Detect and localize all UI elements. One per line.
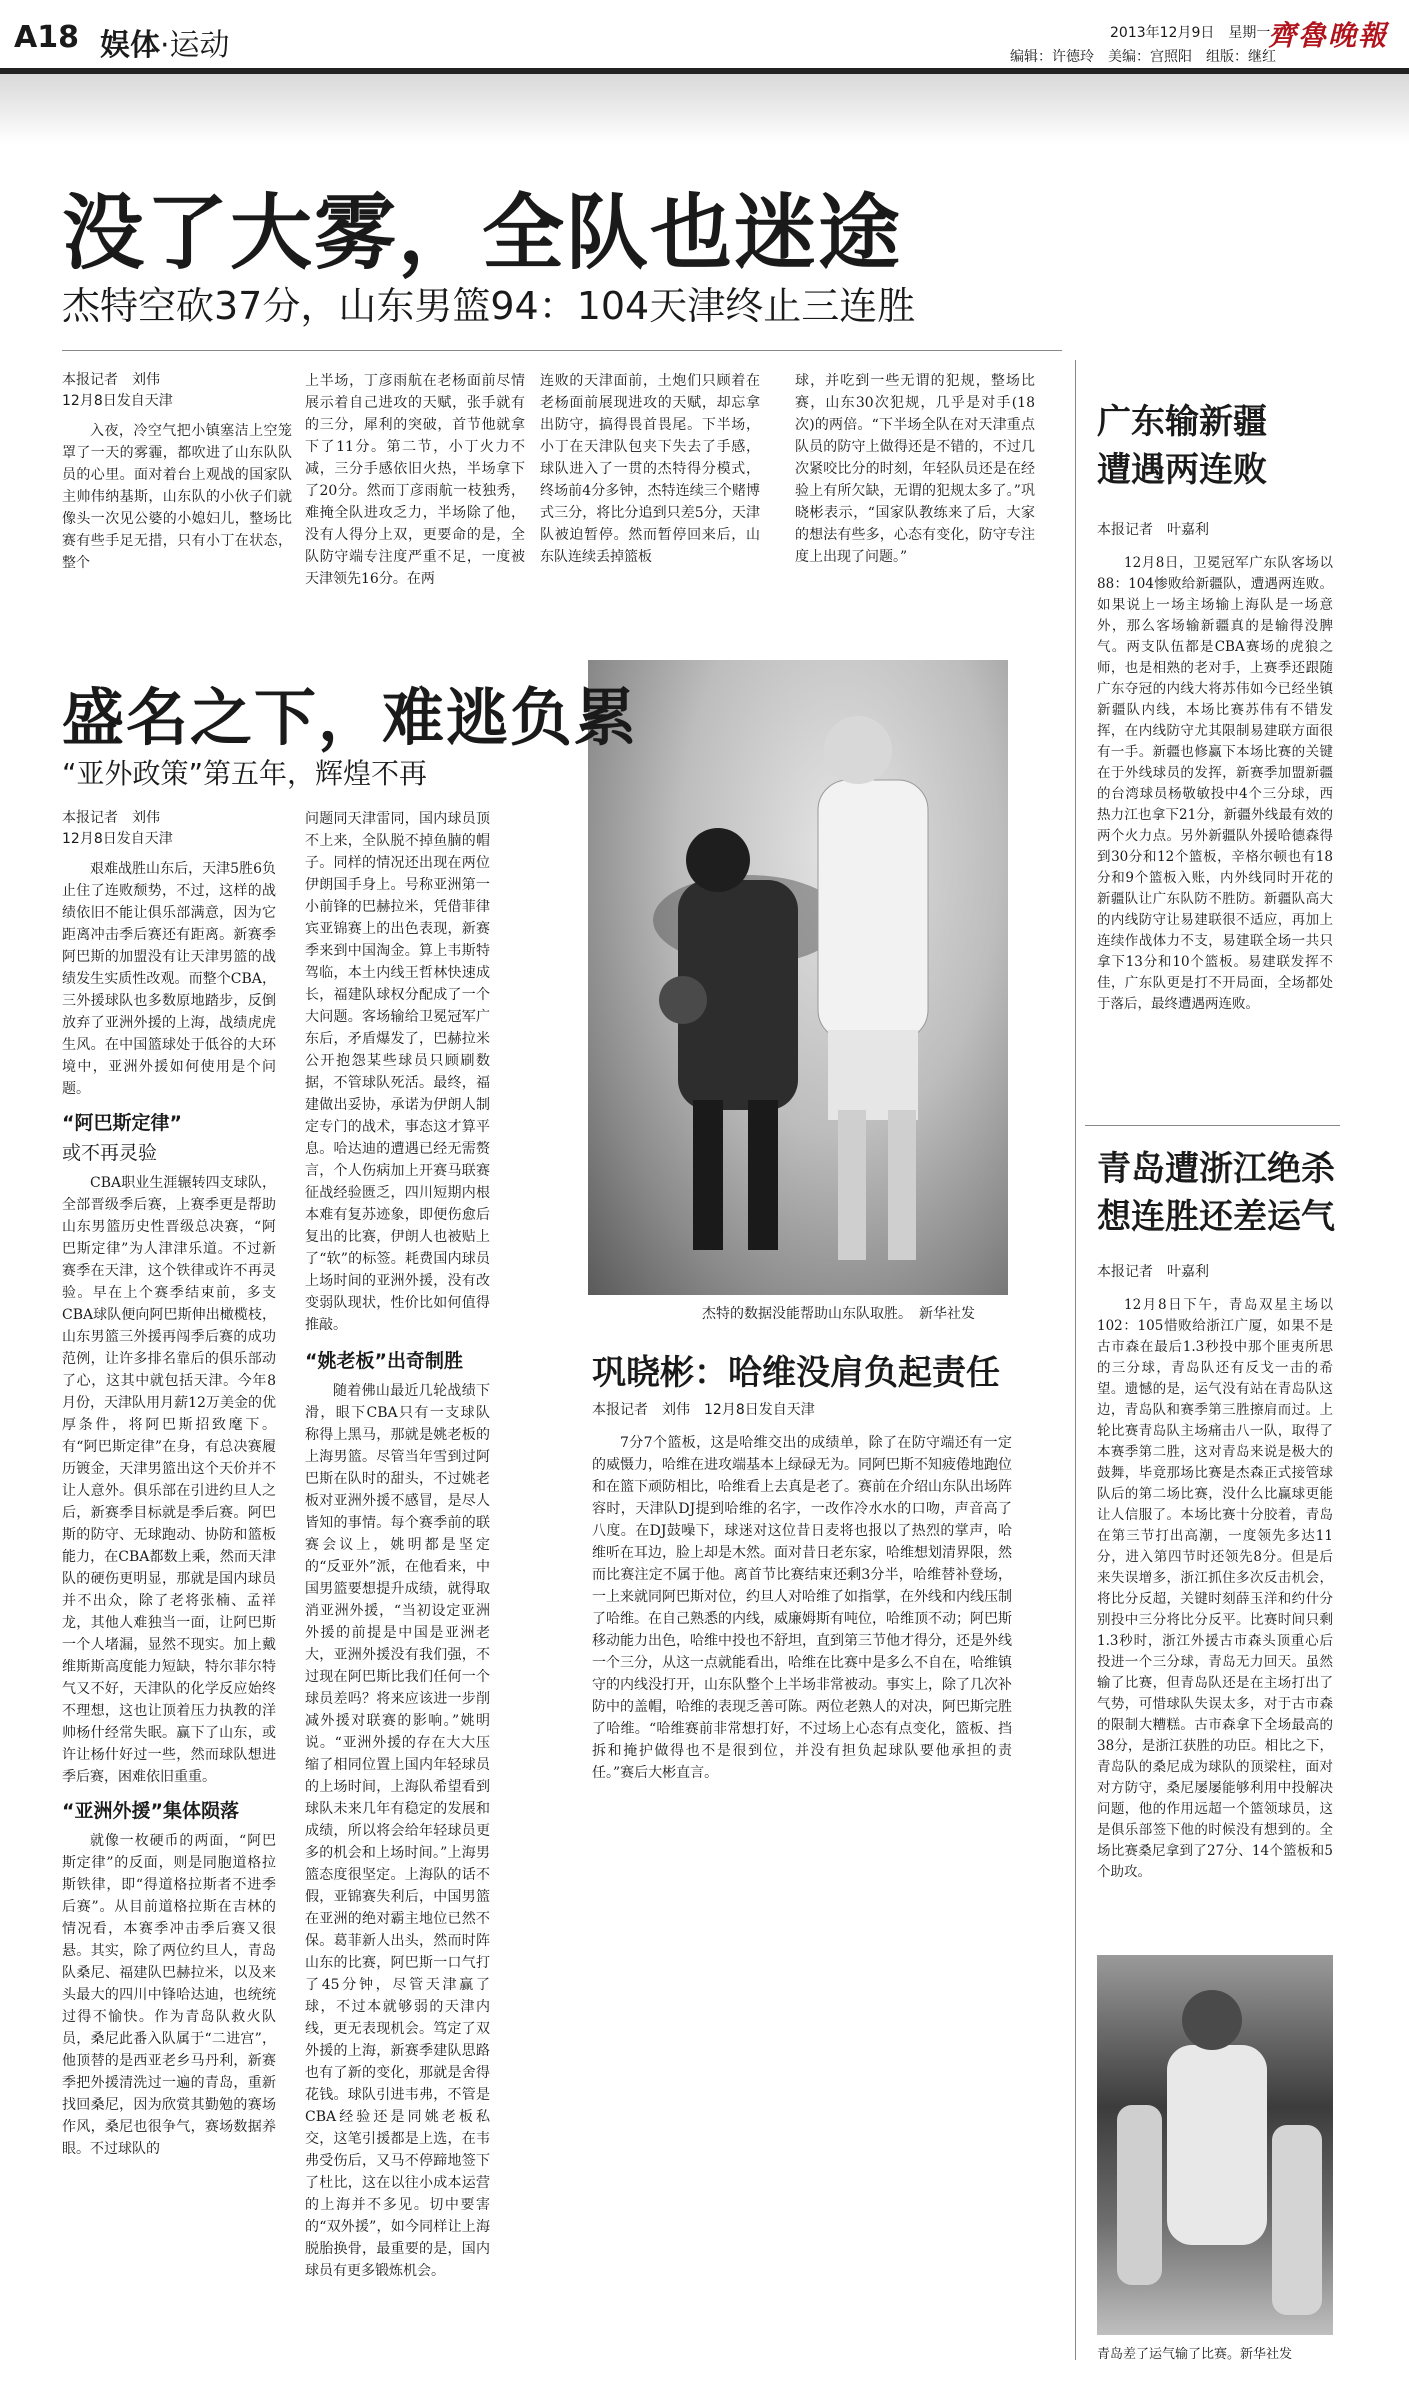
photo-players-illustration: [588, 660, 1008, 1295]
main-col-3-text: 连败的天津面前，土炮们只顾着在老杨面前展现进攻的天赋，却忘拿出防守，搞得畏首畏尾。下半场，小丁在天津队包夹下失去了手感，球队进入了一贯的杰特得分模式，终场前4分多钟，杰特连续三个赌博式三分，将比分追到只差5分，天津队被迫暂停。然而暂停回来后，山东队连续丢掉篮板: [540, 373, 760, 565]
second-dateline: 12月8日发自天津: [62, 831, 173, 847]
subhead-abbas-law: “阿巴斯定律”: [62, 1112, 182, 1134]
third-byline: 本报记者 刘伟 12月8日发自天津: [592, 1402, 815, 1418]
third-body-text: 7分7个篮板，这是哈维交出的成绩单，除了在防守端还有一定的威慑力，哈维在进攻端基本上绿碌无为。同阿巴斯不知疲倦地跑位和在篮下顽防相比，哈维看上去真是老了。赛前在介绍山东队出场阵容时，天津队DJ提到哈维的名字，一改作冷水水的口吻，声音高了八度。在DJ鼓噪下，球迷对这位昔日麦将也报以了热烈的掌声，哈维听在耳边，脸上却是木然。面对昔日老东家，哈维想划清界限，然而比赛注定不属于他。离首节比赛结束还剩3分半，哈维替补登场，一上来就同阿巴斯对位，约旦人对哈维了如指掌，在外线和内线压制了哈维。在自己熟悉的内线，威廉姆斯有吨位，哈维顶不动；阿巴斯移动能力出色，哈维中投也不舒坦，直到第三节他才得分，还是外线一个三分，从这一点就能看出，哈维在比赛中是多么不自在，哈维镇守的内线没打开，山东队整个上半场非常被动。事实上，除了几次补防中的盖帽，哈维的表现乏善可陈。两位老熟人的对决，阿巴斯完胜了哈维。“哈维赛前非常想打好，不过场上心态有点变化，篮板、挡拆和掩护做得也不是很到位，并没有担负起球队要他承担的责任。”赛后大彬直言。: [592, 1435, 1012, 1781]
second-col-2-para-2: 随着佛山最近几轮战绩下滑，眼下CBA只有一支球队称得上黑马，那就是姚老板的上海男篮。尽管当年雪到过阿巴斯在队时的甜头，不过姚老板对亚洲外援不感冒，是尽人皆知的事情。每个赛季前的联赛会议上，姚明都是坚定的“反亚外”派，在他看来，中国男篮要想提升成绩，就得取消亚洲外援，“当初设定亚洲外援的前提是中国是亚洲老大，亚洲外援没有我们强，不过现在阿巴斯比我们任何一个球员差吗？将来应该进一步削减外援对联赛的影响。”姚明说。“亚洲外援的存在大大压缩了相同位置上国内年轻球员的上场时间，上海队希望看到球队未来几年有稳定的发展和成绩，所以将会给年轻球员更多的机会和上场时间。”上海男篮态度很坚定。上海队的话不假，亚锦赛失利后，中国男篮在亚洲的绝对霸主地位已然不保。葛菲新人出头，然而时阵山东的比赛，阿巴斯一口气打了45分钟，尽管天津赢了球，不过本就够弱的天津内线，更无表现机会。笃定了双外援的上海，新赛季建队思路也有了新的变化，那就是舍得花钱。球队引进韦弗，不管是CBA经验还是同姚老板私交，这笔引援都是上选，在韦弗受伤后，又马不停蹄地签下了杜比，这在以往小成本运营的上海并不多见。切中要害的“双外援”，如今同样让上海脱胎换骨，最重要的是，国内球员有更多锻炼机会。: [305, 1383, 490, 2279]
main-col-3: [540, 370, 760, 640]
third-body: [592, 1432, 1012, 2362]
second-col-2: [305, 808, 490, 2363]
divider-top: [62, 350, 1062, 351]
right-story-2-title-line-2: 想连胜还差运气: [1097, 1197, 1335, 1237]
right-story-1-text: 12月8日，卫冕冠军广东队客场以88：104惨败给新疆队，遭遇两连败。如果说上一场主场输上海队是一场意外，那么客场输新疆真的是输得没脾气。两支队伍都是CBA赛场的虎狼之师，也是相熟的老对手，上赛季还跟随广东夺冠的内线大将苏伟如今已经坐镇新疆队内线，本场比赛苏伟有不错发挥，在内线防守尤其限制易建联方面很有一手。新疆也修赢下本场比赛的关键在于外线球员的发挥，新赛季加盟新疆的台湾球员杨敬敏投中4个三分球，西热力江也拿下21分，新疆外线最有效的两个火力点。另外新疆队外援哈德森得到30分和12个篮板，辛格尔顿也有18分和9个篮板入账，内外线同时开花的新疆队让广东队防不胜防。新疆队高大的内线防守让易建联很不适应，再加上连续作战体力不支，易建联全场一共只拿下13分和10个篮板。易建联发挥不佳，广东队更是打不开局面，全场都处于落后，最终遭遇两连败。: [1097, 555, 1333, 1012]
subhead-yao-boss: “姚老板”出奇制胜: [305, 1350, 463, 1372]
right-story-2-title: [1097, 1145, 1337, 1241]
section-title: [100, 20, 230, 64]
right-story-2-body: [1097, 1295, 1333, 1945]
right-story-2-text: 12月8日下午，青岛双星主场以102：105惜败给浙江广厦，如果不是古市森在最后1.3秒投中那个匪夷所思的三分球，青岛队还有反戈一击的希望。遗憾的是，运气没有站在青岛队这边，青岛队和赛季第三胜擦肩而过。上轮比赛青岛队主场痛击八一队，取得了本赛季第二胜，这对青岛来说是极大的鼓舞，毕竟那场比赛是杰森正式接管球队后的第二场比赛，没什么比赢球更能让人信服了。本场比赛十分胶着，青岛在第三节打出高潮，一度领先多达11分，进入第四节时还领先8分。但是后来失误增多，浙江抓住多次反击机会，将比分反超，关键时刻薛玉洋和约什分别投中三分将比分反平。比赛时间只剩1.3秒时，浙江外援古市森头顶重心后投进一个三分球，青岛无力回天。虽然输了比赛，但青岛队还是在主场打出了气势，可惜球队失误太多，对于古市森的限制大糟糕。古市森拿下全场最高的38分，是浙江获胜的功臣。相比之下，青岛队的桑尼成为球队的顶梁柱，面对对方防守，桑尼屡屡能够利用中投解决问题，他的作用远超一个篮领球员，这是俱乐部签下他的时候没有想到的。全场比赛桑尼拿到了27分、14个篮板和5个助攻。: [1097, 1297, 1333, 1880]
right-story-1-title: [1097, 398, 1337, 494]
right-story-1-body: [1097, 553, 1333, 1113]
section-name: 娱体: [100, 28, 160, 63]
main-col-2: [305, 370, 525, 652]
third-headline: 巩晓彬：哈维没肩负起责任: [592, 1353, 1000, 1393]
second-headline: 盛名之下，难逃负累: [62, 681, 639, 754]
main-reporter: 本报记者 刘伟: [62, 372, 160, 388]
right-story-1-byline: 本报记者 叶嘉利: [1097, 522, 1209, 538]
right-story-1-title-line-2: 遭遇两连败: [1097, 450, 1267, 490]
main-byline: [62, 370, 232, 412]
qingdao-photo-illustration: [1097, 1955, 1333, 2335]
subsection-name: ·运动: [160, 28, 230, 63]
second-col-1-para-1: 艰难战胜山东后，天津5胜6负止住了连败颓势，不过，这样的战绩依旧不能让俱乐部满意，因为它距离冲击季后赛还有距离。新赛季阿巴斯的加盟没有让天津男篮的战绩发生实质性改观。而整个CBA，三外援球队也多数原地踏步，反倒放弃了亚洲外援的上海，战绩虎虎生风。在中国篮球处于低谷的大环境中，亚洲外援如何使用是个问题。: [62, 861, 276, 1097]
second-col-1-para-2: CBA职业生涯辗转四支球队，全部晋级季后赛，上赛季更是帮助山东男篮历史性晋级总决赛，“阿巴斯定律”为人津津乐道。不过新赛季在天津，这个铁律或许不再灵验。早在上个赛季结束前，多支CBA球队便向阿巴斯伸出橄榄枝，山东男篮三外援再闯季后赛的成功范例，让许多排名靠后的俱乐部动了心，这其中就包括天津。今年8月份，天津队用月薪12万美金的优厚条件，将阿巴斯招致麾下。有“阿巴斯定律”在身，有总决赛履历镀金，天津男篮出这个天价并不让人意外。俱乐部在引进约旦人之后，新赛季目标就是季后赛。阿巴斯的防守、无球跑动、协防和篮板能力，在CBA都数上乘，然而天津队的硬伤更明显，那就是国内球员并不出众，除了老将张楠、孟祥龙，其他人难独当一面，让阿巴斯一个人堵漏，显然不现实。加上戴维斯斯高度能力短缺，特尔菲尔特气又不好，天津队的化学反应始终不理想，这也让顶着压力执教的洋帅杨什经常失眠。赢下了山东，或许让杨什好过一些，然而球队想进季后赛，困难依旧重重。: [62, 1175, 276, 1785]
main-col-4: [795, 370, 1035, 640]
newspaper-logo: 齊魯晚報: [1268, 19, 1389, 52]
qingdao-photo-caption: 青岛差了运气输了比赛。新华社发: [1097, 2347, 1293, 2362]
second-col-1: [62, 858, 276, 2363]
main-subheadline: 杰特空砍37分，山东男篮94：104天津终止三连胜: [62, 284, 916, 328]
second-subheadline: “亚外政策”第五年，辉煌不再: [62, 757, 428, 790]
second-col-1-para-3: 就像一枚硬币的两面，“阿巴斯定律”的反面，则是同胞道格拉斯铁律，即“得道格拉斯者不进季后赛”。从目前道格拉斯在吉林的情况看，本赛季冲击季后赛又很悬。其实，除了两位约旦人，青岛队桑尼、福建队巴赫拉米，以及来头最大的四川中锋哈达迪，也统统过得不愉快。作为青岛队救火队员，桑尼此番入队属于“二进宫”，他顶替的是西亚老乡马丹利，新赛季把外援清洗过一遍的青岛，重新找回桑尼，因为欣赏其勤勉的赛场作风，桑尼也很争气，赛场数据养眼。不过球队的: [62, 1833, 276, 2157]
issue-date: 2013年12月9日 星期一: [1110, 25, 1271, 41]
second-col-2-para-1: 问题同天津雷同，国内球员顶不上来，全队脱不掉鱼腩的帽子。同样的情况还出现在两位伊朗国手身上。号称亚洲第一小前锋的巴赫拉米，凭借菲律宾亚锦赛上的出色表现，新赛季来到中国淘金。算上韦斯特驾临，本土内线王哲林快速成长，福建队球权分配成了一个大问题。客场输给卫冕冠军广东后，矛盾爆发了，巴赫拉米公开抱怨某些球员只顾刷数据，不管球队死活。最终，福建做出妥协，承诺为伊朗人制定专门的战术，事态这才算平息。哈达迪的遭遇已经无需赘言，个人伤病加上开赛马联赛征战经验匮乏，四川短期内根本难有复苏迹象，即便伤愈后复出的比赛，伊朗人也被贴上了“软”的标签。耗费国内球员上场时间的亚洲外援，没有改变弱队现状，性价比如何值得推敲。: [305, 811, 490, 1333]
main-col-4-text: 球，并吃到一些无谓的犯规，整场比赛，山东30次犯规，几乎是对手(18次)的两倍。“下半场全队在对天津重点队员的防守上做得还是不错的，不过几次紧咬比分的时刻，年轻队员还是在经验上有所欠缺，无谓的犯规太多了。”巩晓彬表示，“国家队教练来了后，大家的想法有些多，心态有变化，防守专注度上出现了问题。”: [795, 373, 1035, 565]
right-story-2-title-line-1: 青岛遭浙江绝杀: [1097, 1149, 1335, 1189]
main-headline: 没了大雾，全队也迷途: [62, 186, 903, 281]
header-band: [0, 74, 1409, 144]
right-story-2-byline: 本报记者 叶嘉利: [1097, 1264, 1209, 1280]
photo-caption: 杰特的数据没能帮助山东队取胜。 新华社发: [702, 1306, 975, 1322]
main-col-1: [62, 420, 292, 652]
second-reporter: 本报记者 刘伟: [62, 810, 160, 826]
main-col-1-text: 入夜，冷空气把小镇塞洁上空笼罩了一天的雾霾，都吹进了山东队队员的心里。面对着台上观战的国家队主帅伟纳基斯，山东队的小伙子们就像头一次见公婆的小媳妇儿，整场比赛有些手足无措，只有小丁在状态，整个: [62, 423, 292, 571]
main-col-2-text: 上半场，丁彦雨航在老杨面前尽情展示着自己进攻的天赋，张手就有的三分，犀利的突破，首节他就拿下了11分。第二节，小丁火力不减，三分手感依旧火热，半场拿下了20分。然而丁彦雨航一枝独秀，难掩全队进攻乏力，半场除了他，没有人得分上双，更要命的是，全队防守端专注度严重不足，一度被天津领先16分。在两: [305, 373, 525, 587]
qingdao-photo: [1097, 1955, 1333, 2335]
subhead-asian-imports: “亚洲外援”集体陨落: [62, 1800, 239, 1822]
right-divider: [1085, 1125, 1340, 1126]
page-number: A18: [14, 20, 79, 55]
right-column-rule: [1075, 360, 1076, 2360]
main-dateline: 12月8日发自天津: [62, 393, 173, 409]
staff-credits: 编辑：许德玲 美编：宫照阳 组版：继红: [1010, 49, 1276, 65]
second-byline: [62, 808, 232, 850]
subhead-abbas-law-b: 或不再灵验: [62, 1142, 158, 1164]
basketball-photo: [588, 660, 1008, 1295]
right-story-1-title-line-1: 广东输新疆: [1097, 402, 1267, 442]
